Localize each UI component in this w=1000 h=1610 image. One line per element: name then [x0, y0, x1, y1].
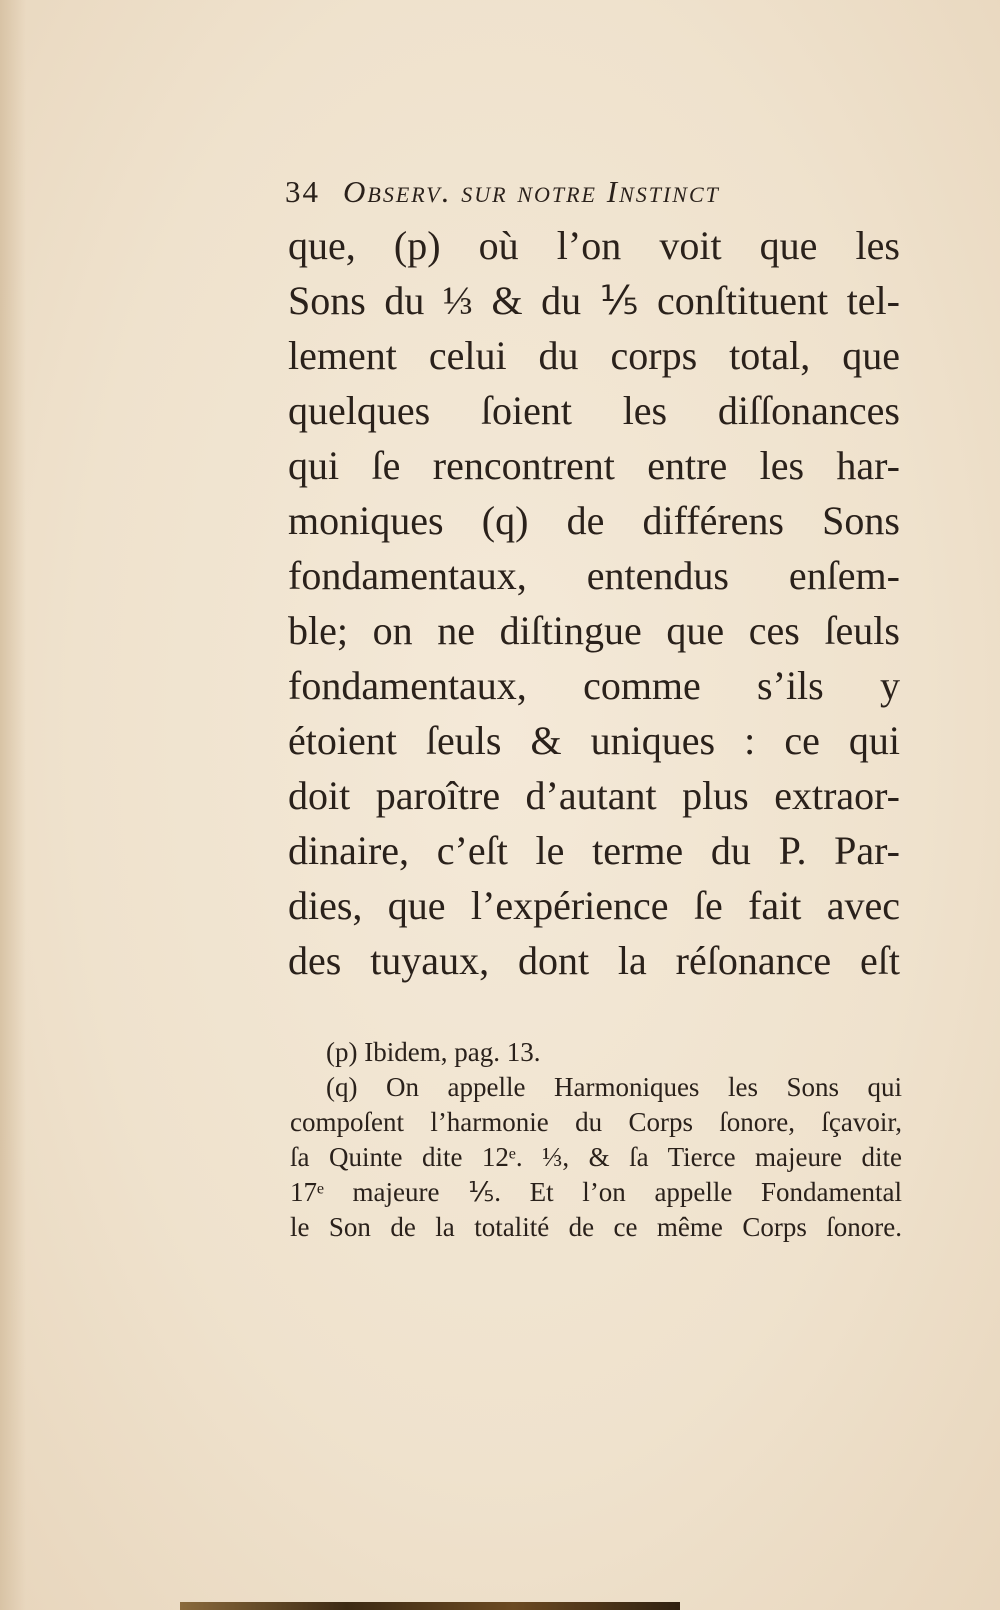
text-line: des tuyaux, dont la réſonance eſt: [288, 938, 900, 983]
footnote-q-line: ſa Quinte dite 12ᵉ. ⅓, & ſa Tierce majeure dite: [290, 1142, 902, 1172]
footnote-q-line: 17ᵉ majeure ⅕. Et l’on appelle Fondamental: [290, 1177, 902, 1207]
text-line: fondamentaux, comme s’ils y: [288, 663, 900, 708]
text-line: moniques (q) de différens Sons: [288, 498, 900, 543]
text-line: fondamentaux, entendus enſem-: [288, 553, 900, 598]
text-line: ble; on ne diſtingue que ces ſeuls: [288, 608, 900, 653]
text-line: quelques ſoient les diſſonances: [288, 388, 900, 433]
text-line: étoient ſeuls & uniques : ce qui: [288, 718, 900, 763]
text-line: dinaire, c’eſt le terme du P. Par-: [288, 828, 900, 873]
text-line: lement celui du corps total, que: [288, 333, 900, 378]
footnotes: [290, 1035, 902, 1245]
text-line: dies, que l’expérience ſe fait avec: [288, 883, 900, 928]
page-edge-shadow: [0, 0, 26, 1610]
footnote-q-line: compoſent l’harmonie du Corps ſonore, ſçavoir,: [290, 1107, 902, 1137]
text-line: qui ſe rencontrent entre les har-: [288, 443, 900, 488]
running-head: Observ. sur notre Instinct: [343, 174, 720, 209]
page-header: [285, 174, 845, 220]
text-line: doit paroître d’autant plus extraor-: [288, 773, 900, 818]
main-text: [288, 218, 900, 988]
text-line: Sons du ⅓ & du ⅕ conſtituent tel-: [288, 278, 900, 323]
footnote-q-line: (q) On appelle Harmoniques les Sons qui: [326, 1072, 902, 1102]
footnote-p: (p) Ibidem, pag. 13.: [326, 1037, 541, 1067]
page-number: 34: [285, 174, 320, 209]
text-line: que, (p) où l’on voit que les: [288, 223, 900, 268]
binding-edge: [180, 1602, 680, 1610]
footnote-q-line: le Son de la totalité de ce même Corps ſonore.: [290, 1212, 902, 1242]
